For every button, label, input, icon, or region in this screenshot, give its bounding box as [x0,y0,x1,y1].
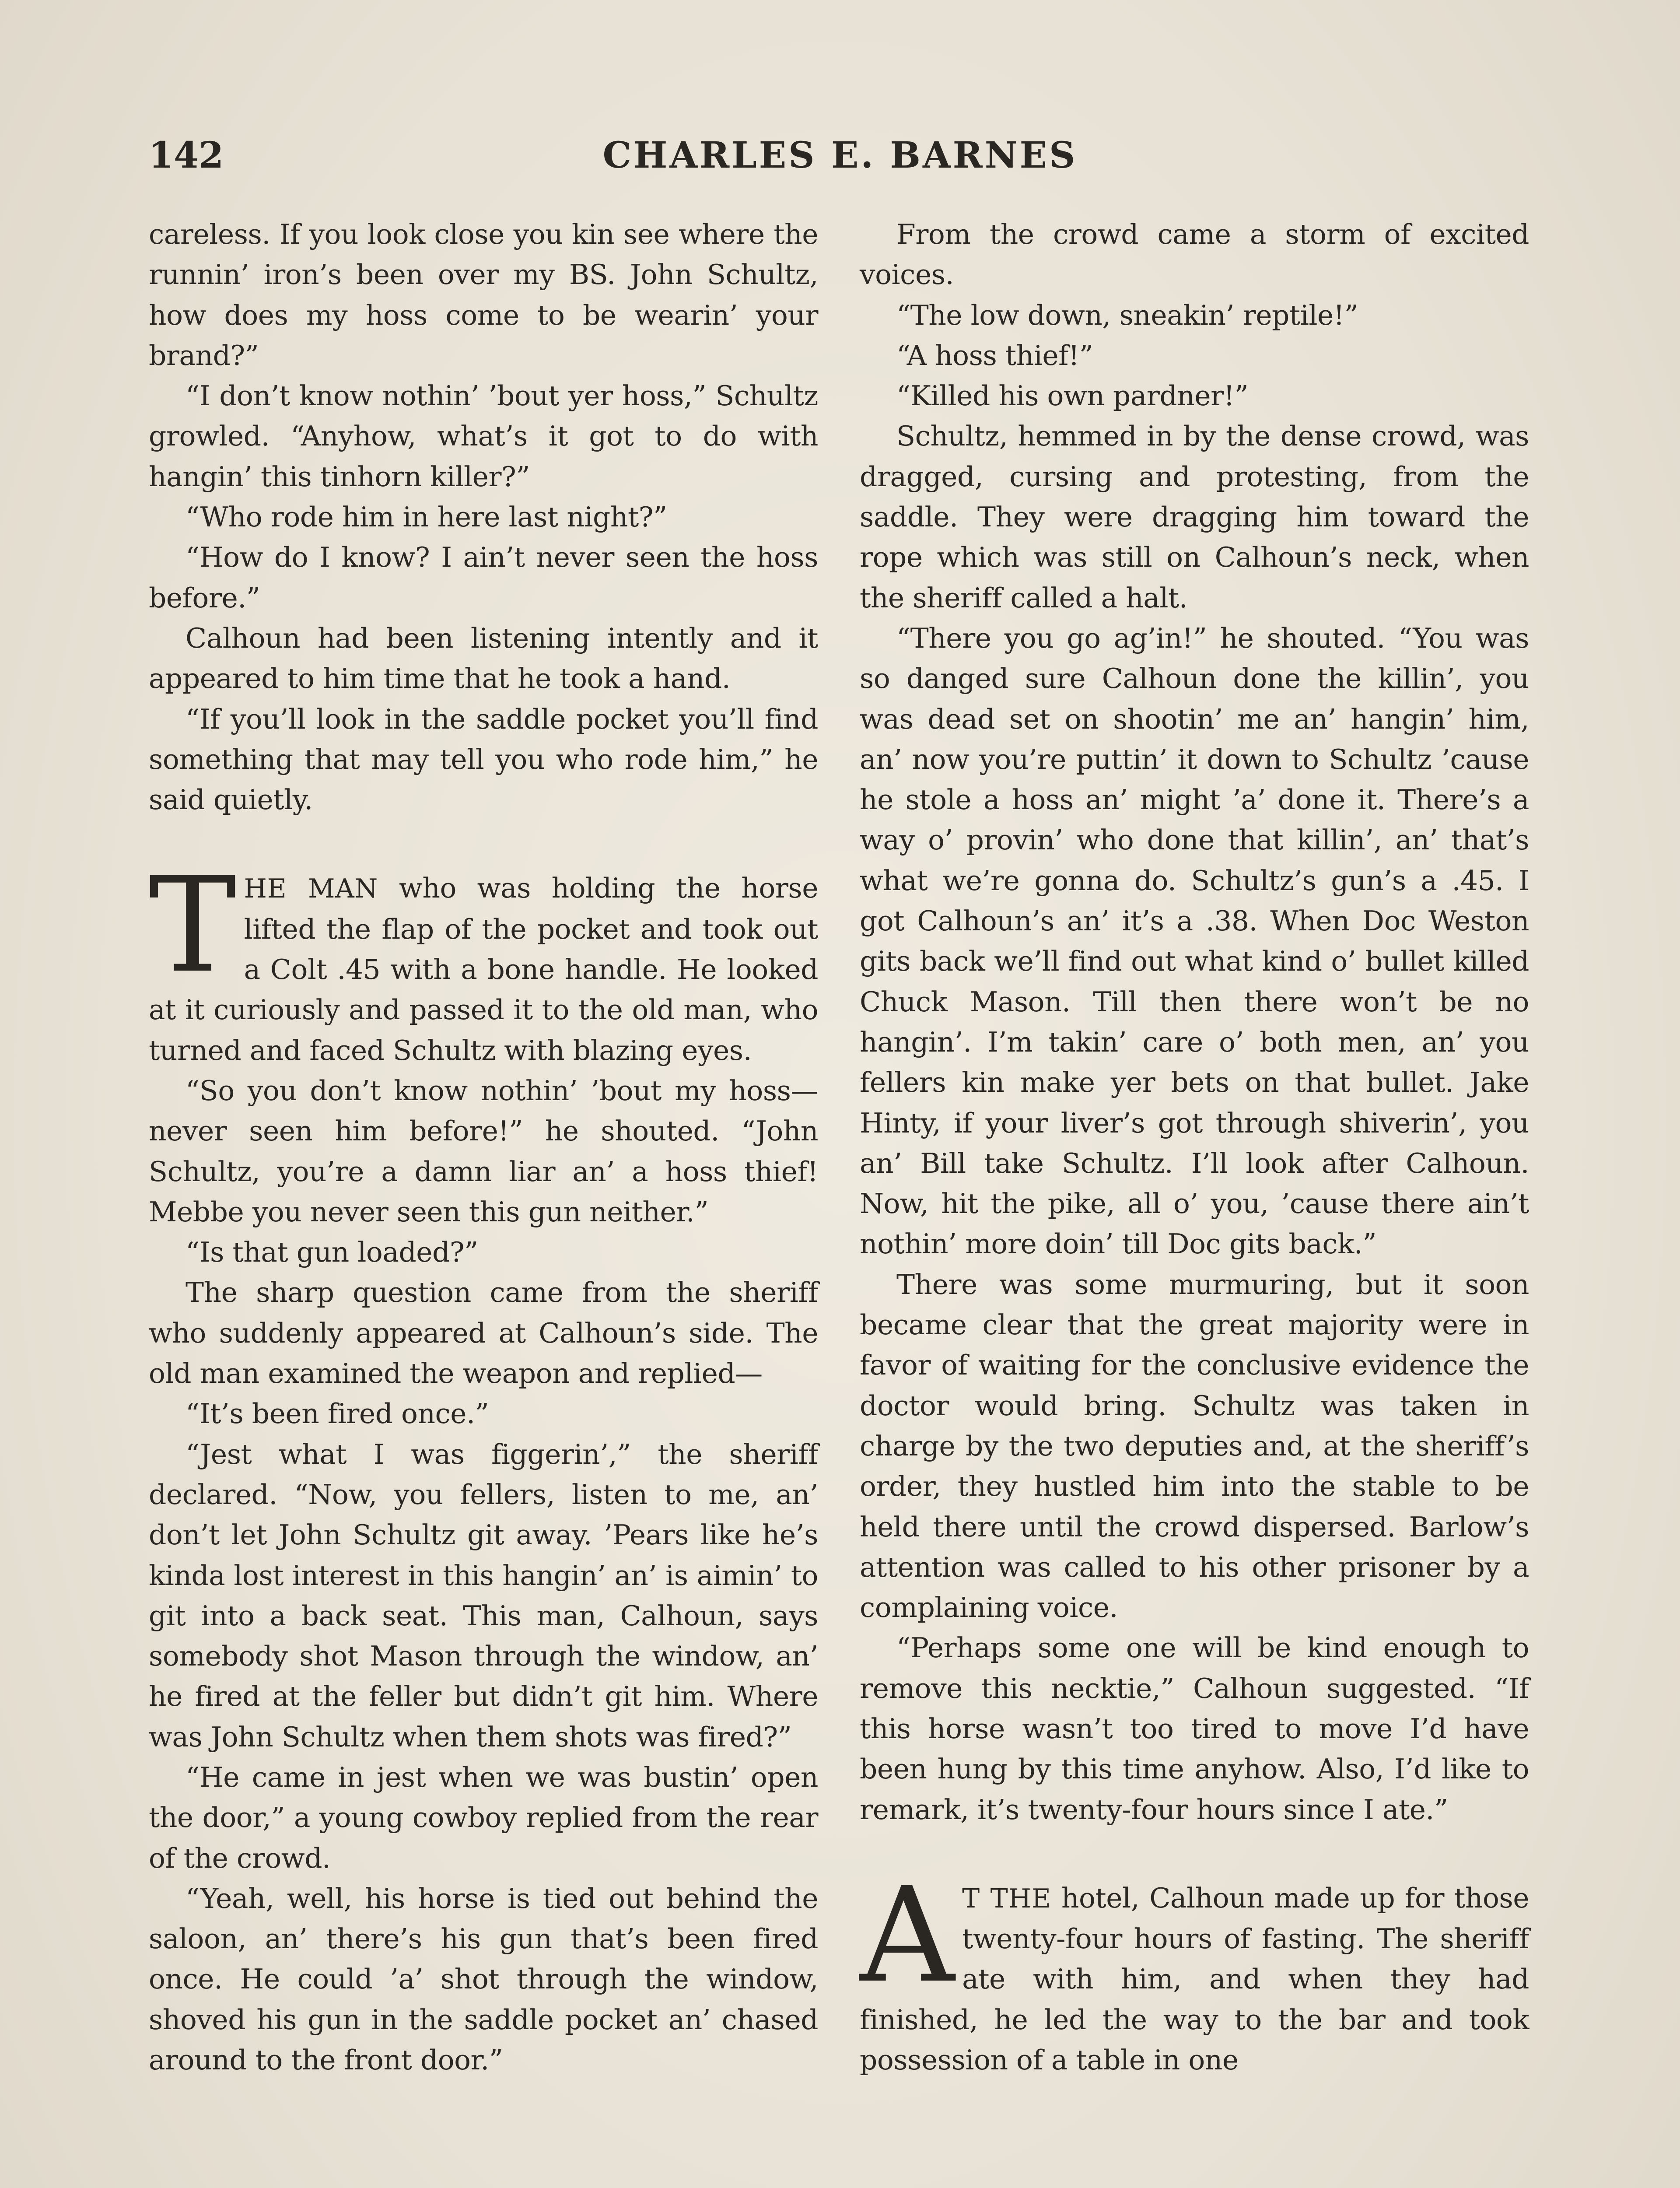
paragraph: From the crowd came a storm of excited voices. [860,218,1529,291]
paragraph: Calhoun had been listening intently and it appeared to him time that he took a hand. [149,622,818,695]
paragraph: The sharp question came from the sheriff who suddenly appeared at Calhoun’s side. The old man examined the weapon and replied— [149,1276,818,1390]
paragraph: “He came in jest when we was bustin’ open the door,” a young cowboy replied from the rear of the crowd. [149,1761,818,1874]
section-start-paragraph [149,849,819,1070]
right-column [860,214,1529,2080]
paragraph: “I don’t know nothin’ ’bout yer hoss,” Schultz growled. “Anyhow, what’s it got to do with hangin’ this tinhorn killer?” [149,380,818,493]
section-start-paragraph [860,1858,1529,2080]
paragraph: “A hoss thief!” [896,339,1093,372]
small-caps-lead: T THE [962,1883,1051,1914]
paragraph: “How do I know? I ain’t never seen the hoss before.” [149,541,818,614]
paragraph-text: who was holding the horse lifted the flap of the pocket and took out a Colt .45 with a bone handle. He looked at it curiously and passed it to the old man, who turned and faced Schultz with blazing eyes. [149,872,819,1066]
paragraph: “There you go ag’in!” he shouted. “You was so danged sure Calhoun done the killin’, you was dead set on shootin’ me an’ hangin’ him, an’ now you’re puttin’ it down to Schultz ’cause he stole a hoss an’ might ’a’ done it. There’s a way o’ provin’ who done that killin’, an’ that’s what we’re gonna do. Schultz’s gun’s a .45. I got Calhoun’s an’ it’s a .38. When Doc Weston gits back we’ll find out what kind o’ bullet killed Chuck Mason. Till then there won’t be no hangin’. I’m takin’ care o’ both men, an’ you fellers kin make yer bets on that bullet. Jake Hinty, if your liver’s got through shiverin’, you an’ Bill take Schultz. I’ll look after Calhoun. Now, hit the pike, all o’ you, ’cause there ain’t nothin’ more doin’ till Doc gits back.” [860,622,1529,1260]
paragraph: “Jest what I was figgerin’,” the sheriff declared. “Now, you fellers, listen to me, an’ don’t let John Schultz git away. ’Pears like he’s kinda lost interest in this hangin’ an’ is aimin’ to git into a back seat. This man, Calhoun, says somebody shot Mason through the window, an’ he fired at the feller but didn’t git him. Where was John Schultz when them shots was fired?” [149,1438,818,1753]
paragraph: “Killed his own pardner!” [896,380,1249,412]
left-column [149,214,818,2080]
drop-cap: T [149,849,236,1002]
small-caps-lead: HE MAN [244,873,378,905]
paragraph: careless. If you look close you kin see where the runnin’ iron’s been over my BS. John Schultz, how does my hoss come to be wearin’ your brand?” [149,218,818,372]
page-number: 142 [149,134,224,176]
paragraph: “The low down, sneakin’ reptile!” [896,299,1358,331]
running-head-author: CHARLES E. BARNES [602,134,1078,176]
paragraph: Schultz, hemmed in by the dense crowd, was dragged, cursing and protesting, from the saddle. They were dragging him toward the rope which was still on Calhoun’s neck, when the sheriff called a halt. [860,420,1529,614]
paragraph-text: hotel, Calhoun made up for those twenty-four hours of fasting. The sheriff ate with him, and when they had finished, he led the way to the bar and took possession of a table in one [860,1882,1529,2076]
paragraph: “Who rode him in here last night?” [186,501,667,533]
paragraph: “If you’ll look in the saddle pocket you’ll find something that may tell you who rode him,” he said quietly. [149,703,818,816]
page-header [149,131,1531,184]
paragraph: “So you don’t know nothin’ ’bout my hoss—never seen him before!” he shouted. “John Schultz, you’re a damn liar an’ a hoss thief! Mebbe you never seen this gun neither.” [149,1074,818,1228]
paragraph: “It’s been fired once.” [186,1398,489,1430]
drop-cap: A [860,1858,955,2012]
paragraph: There was some murmuring, but it soon became clear that the great majority were in favor of waiting for the conclusive evidence the doctor would bring. Schultz was taken in charge by the two deputies and, at the sheriff’s order, they hustled him into the stable to be held there until the crowd dispersed. Barlow’s attention was called to his other prisoner by a complaining voice. [860,1268,1529,1624]
paragraph: “Perhaps some one will be kind enough to remove this necktie,” Calhoun suggested. “If this horse wasn’t too tired to move I’d have been hung by this time anyhow. Also, I’d like to remark, it’s twenty-four hours since I ate.” [860,1632,1529,1826]
paragraph: “Is that gun loaded?” [186,1236,478,1269]
paragraph: “Yeah, well, his horse is tied out behind the saloon, an’ there’s his gun that’s been fired once. He could ’a’ shot through the window, shoved his gun in the saddle pocket an’ chased around to the front door.” [149,1882,818,2076]
